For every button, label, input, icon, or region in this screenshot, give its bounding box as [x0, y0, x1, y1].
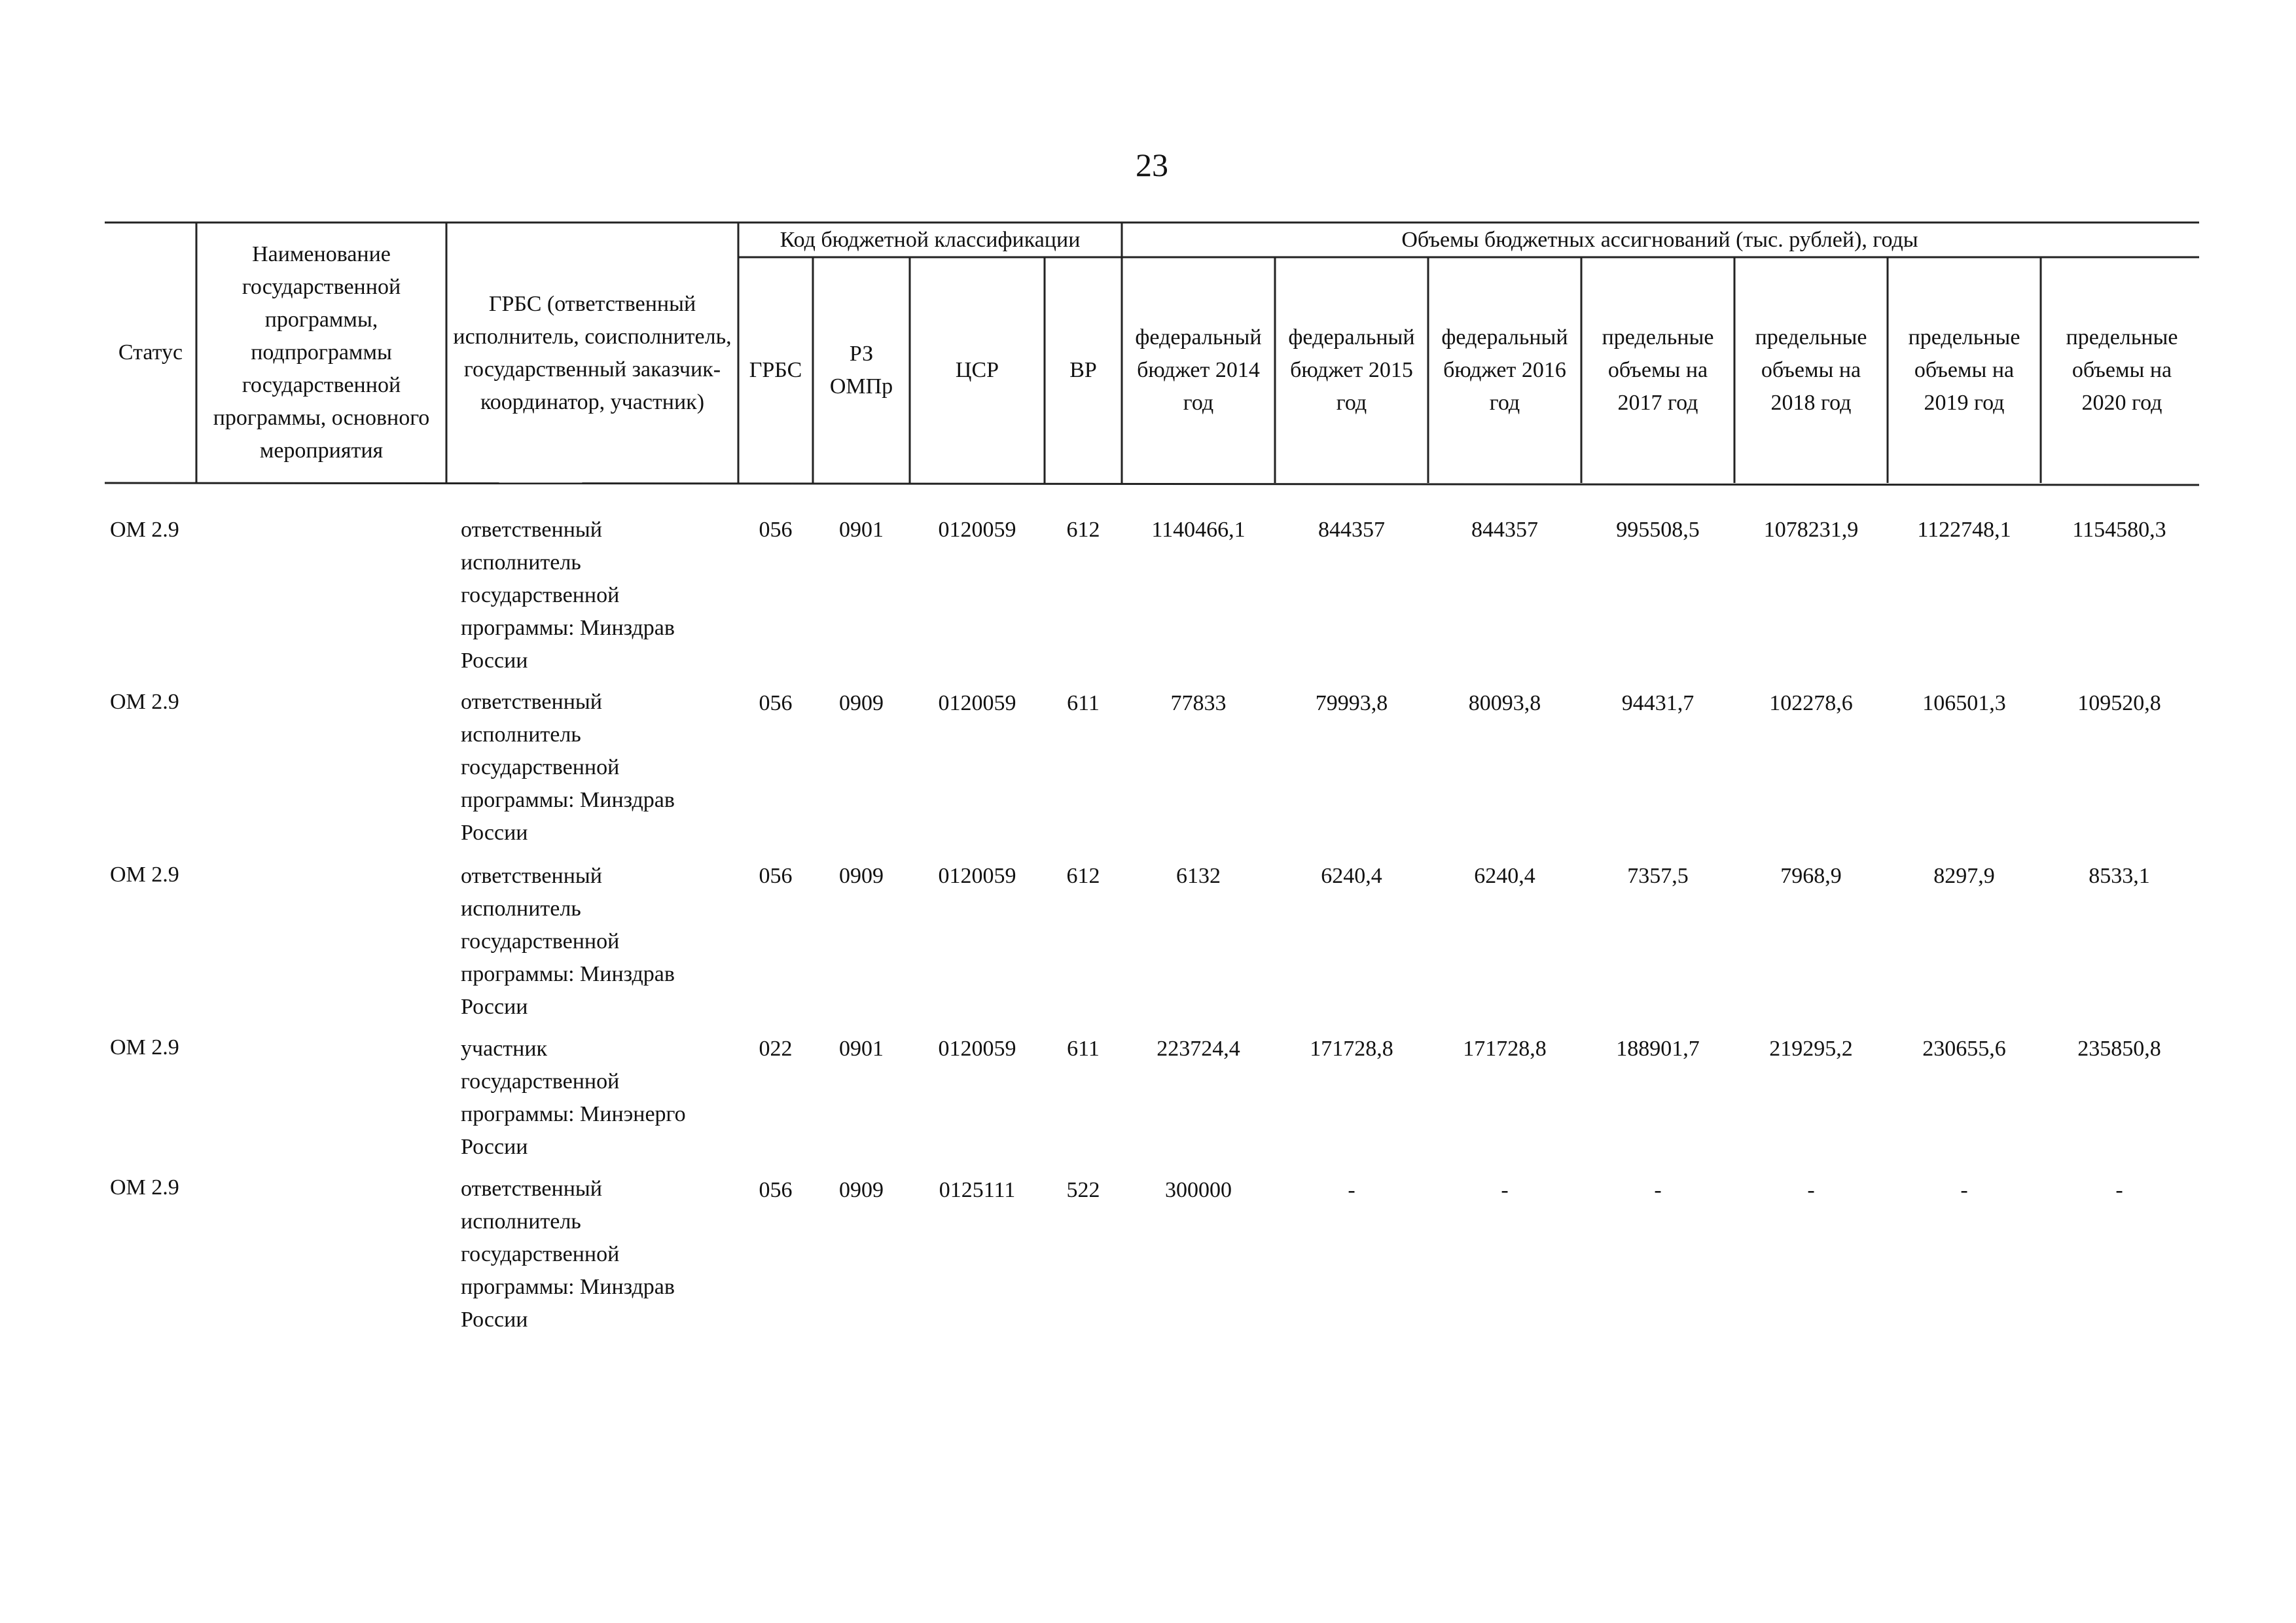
row-grbs: 056	[759, 1178, 793, 1202]
header-year-2015: федеральный бюджет 2015 год	[1288, 325, 1415, 415]
row-value-2020: -	[2115, 1178, 2123, 1202]
row-value-2018: 7968,9	[1780, 864, 1842, 888]
row-value-2014: 1140466,1	[1151, 518, 1246, 542]
row-rz: 0909	[839, 864, 884, 888]
row-value-2017: 188901,7	[1616, 1037, 1700, 1061]
row-value-2019: 230655,6	[1922, 1037, 2006, 1061]
header-year-2016: федеральный бюджет 2016 год	[1441, 325, 1568, 415]
row-rz: 0901	[839, 1037, 884, 1061]
row-value-2015: 171728,8	[1310, 1037, 1393, 1061]
row-rz: 0901	[839, 518, 884, 542]
row-vr: 611	[1067, 691, 1100, 715]
row-value-2018: 1078231,9	[1763, 518, 1859, 542]
row-csr: 0120059	[938, 864, 1016, 888]
header-year-2020: предельные объемы на 2020 год	[2066, 325, 2178, 415]
header-program-name: Наименование государственной программы, подпрограммы государственной программы, основного мероприятия	[213, 242, 430, 463]
row-value-2017: 995508,5	[1616, 518, 1700, 542]
row-value-2014: 6132	[1176, 864, 1221, 888]
row-value-2020: 1154580,3	[2072, 518, 2166, 542]
header-grbs: ГРБС	[749, 357, 802, 382]
page-number: 23	[1136, 147, 1168, 183]
row-value-2020: 109520,8	[2077, 691, 2161, 715]
header-volumes-group: Объемы бюджетных ассигнований (тыс. рублей), годы	[1401, 227, 1918, 252]
row-value-2017: 7357,5	[1627, 864, 1689, 888]
row-value-2014: 300000	[1165, 1178, 1232, 1202]
row-value-2016: 171728,8	[1463, 1037, 1547, 1061]
header-year-2014: федеральный бюджет 2014 год	[1135, 325, 1262, 415]
row-csr: 0120059	[938, 1037, 1016, 1061]
row-value-2016: -	[1501, 1178, 1509, 1202]
header-year-2017: предельные объемы на 2017 год	[1602, 325, 1714, 415]
row-participant: ответственный исполнитель государственной программы: Минздрав России	[461, 1177, 675, 1332]
row-grbs: 056	[759, 691, 793, 715]
row-participant: участник государственной программы: Минэнерго России	[461, 1037, 686, 1159]
row-vr: 612	[1066, 864, 1100, 888]
row-csr: 0120059	[938, 691, 1016, 715]
row-participant: ответственный исполнитель государственной программы: Минздрав России	[461, 690, 675, 845]
row-value-2015: 79993,8	[1315, 691, 1388, 715]
row-value-2015: 844357	[1318, 518, 1385, 542]
header-budget-code-group: Код бюджетной классификации	[780, 227, 1081, 252]
row-rz: 0909	[839, 1178, 884, 1202]
header-rz-ompr: РЗ ОМПр	[829, 341, 893, 399]
row-value-2020: 8533,1	[2089, 864, 2150, 888]
row-rz: 0909	[839, 691, 884, 715]
row-value-2020: 235850,8	[2077, 1037, 2161, 1061]
row-vr: 611	[1067, 1037, 1100, 1061]
header-year-2019: предельные объемы на 2019 год	[1908, 325, 2020, 415]
row-value-2014: 223724,4	[1157, 1037, 1240, 1061]
row-value-2016: 844357	[1471, 518, 1538, 542]
row-csr: 0125111	[939, 1178, 1016, 1202]
header-year-2018: предельные объемы на 2018 год	[1755, 325, 1867, 415]
row-grbs: 056	[759, 864, 793, 888]
row-vr: 522	[1066, 1178, 1100, 1202]
row-grbs: 022	[759, 1037, 793, 1061]
row-value-2019: -	[1960, 1178, 1968, 1202]
row-participant: ответственный исполнитель государственной программы: Минздрав России	[461, 864, 675, 1019]
row-status: ОМ 2.9	[110, 1175, 179, 1200]
row-value-2015: 6240,4	[1321, 864, 1382, 888]
row-value-2014: 77833	[1170, 691, 1227, 715]
row-value-2015: -	[1348, 1178, 1355, 1202]
row-status: ОМ 2.9	[110, 1035, 179, 1060]
row-vr: 612	[1066, 518, 1100, 542]
row-status: ОМ 2.9	[110, 518, 179, 542]
row-grbs: 056	[759, 518, 793, 542]
row-value-2017: -	[1654, 1178, 1662, 1202]
row-value-2019: 1122748,1	[1917, 518, 2011, 542]
row-value-2018: 102278,6	[1769, 691, 1853, 715]
row-participant: ответственный исполнитель государственной программы: Минздрав России	[461, 518, 675, 673]
row-value-2017: 94431,7	[1621, 691, 1695, 715]
row-value-2016: 80093,8	[1468, 691, 1541, 715]
header-vr: ВР	[1069, 357, 1097, 382]
row-csr: 0120059	[938, 518, 1016, 542]
row-value-2016: 6240,4	[1474, 864, 1535, 888]
header-csr: ЦСР	[955, 357, 999, 382]
row-status: ОМ 2.9	[110, 863, 179, 887]
row-status: ОМ 2.9	[110, 690, 179, 714]
header-status: Статус	[118, 340, 183, 365]
row-value-2018: 219295,2	[1769, 1037, 1853, 1061]
row-value-2018: -	[1807, 1178, 1815, 1202]
row-value-2019: 8297,9	[1933, 864, 1995, 888]
header-grbs-participant: ГРБС (ответственный исполнитель, соисполнитель, государственный заказчик-координатор, участник)	[453, 292, 732, 414]
row-value-2019: 106501,3	[1922, 691, 2006, 715]
